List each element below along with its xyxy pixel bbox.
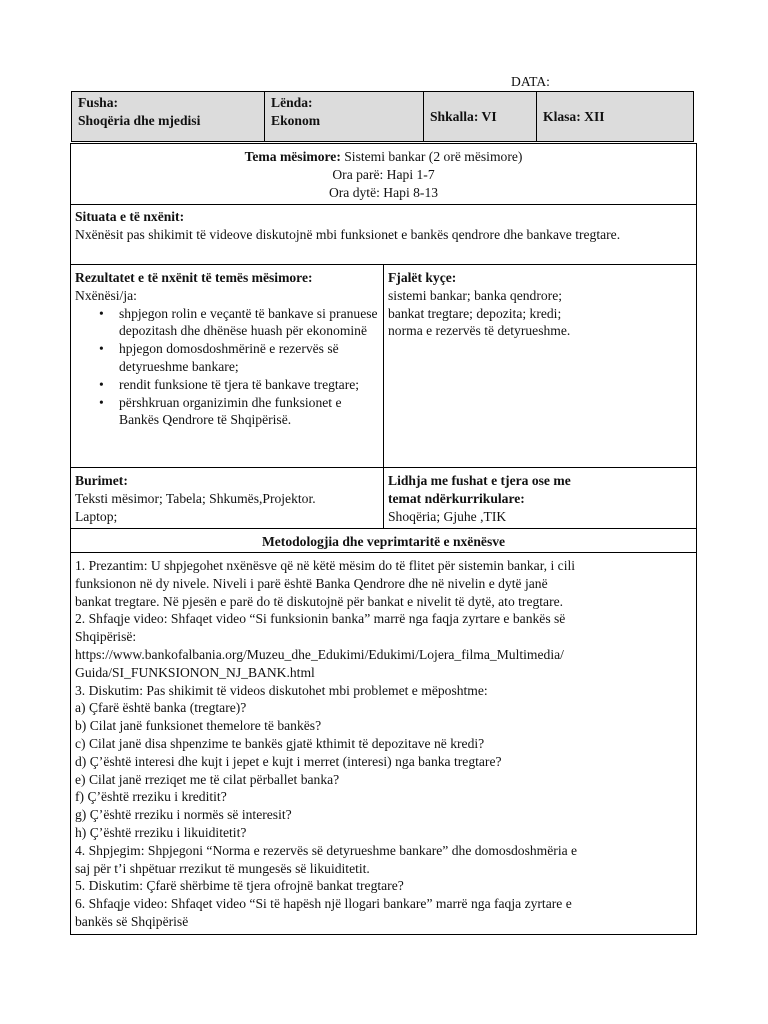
- metodologjia-line: funksionon në dy nivele. Niveli i parë është Banka Qendrore dhe në nivelin e dytë janë: [75, 575, 548, 591]
- metodologjia-line: h) Ç’është rreziku i likuiditetit?: [75, 824, 247, 840]
- lenda-cell: [265, 92, 424, 142]
- lenda-value: Ekonom: [271, 112, 321, 128]
- metodologjia-line: b) Cilat janë funksionet themelore të bankës?: [75, 718, 322, 734]
- burimet-label: Burimet:: [75, 473, 128, 488]
- klasa-cell: Klasa: XII: [537, 92, 694, 142]
- video-link-cont[interactable]: Guida/SI_FUNKSIONON_NJ_BANK.html: [75, 664, 315, 680]
- metodologjia-line: 4. Shpjegim: Shpjegoni “Norma e rezervës së detyrueshme bankare” dhe domosdoshmëria e: [75, 842, 578, 858]
- tema-label: Tema mësimore:: [244, 149, 341, 164]
- fjalet-line: sistemi bankar; banka qendrore;: [388, 287, 563, 303]
- lidhja-cell: [384, 468, 696, 528]
- lidhja-label: Lidhja me fushat e tjera ose me: [388, 473, 571, 488]
- rezultatet-list: [75, 305, 379, 430]
- situata-label: Situata e të nxënit:: [75, 209, 185, 224]
- lenda-label: Lënda:: [271, 95, 313, 110]
- fusha-value: Shoqëria dhe mjedisi: [78, 112, 201, 128]
- fusha-label: Fusha:: [78, 95, 119, 110]
- metodologjia-line: bankës së Shqipërisë: [75, 913, 189, 929]
- metodologjia-line: e) Cilat janë rreziqet me të cilat përballet banka?: [75, 771, 340, 787]
- burimet-cell: [71, 468, 384, 528]
- metodologjia-line: bankat tregtare. Në pjesën e parë do të diskutojnë për bankat e nivelit të dytë, ato tregtare.: [75, 593, 564, 609]
- video-link[interactable]: https://www.bankofalbania.org/Muzeu_dhe_Edukimi/Edukimi/Lojera_filma_Multimedia/: [75, 646, 564, 662]
- tema-value: Sistemi bankar (2 orë mësimore): [340, 149, 523, 164]
- date-label: DATA:: [511, 74, 550, 89]
- header-table: [71, 91, 694, 142]
- ora-dyte: Ora dytë: Hapi 8-13: [328, 184, 439, 200]
- lidhja-label-2: temat ndërkurrikulare:: [388, 490, 525, 506]
- metodologjia-line: 1. Prezantim: U shpjegohet nxënësve që në këtë mësim do të flitet për sistemin bankar, i cili: [75, 558, 576, 573]
- shkalla-cell: Shkalla: VI: [424, 92, 537, 142]
- situata-text: Nxënësit pas shikimit të videove diskutojnë mbi funksionet e bankës qendrore dhe bankave tregtare.: [75, 226, 621, 242]
- metodologjia-line: 6. Shfaqje video: Shfaqet video “Si të hapësh një llogari bankare” marrë nga faqja zyrtare e: [75, 896, 572, 912]
- fusha-cell: [72, 92, 265, 142]
- metodologjia-line: Shqipërisë:: [75, 629, 137, 645]
- metodologjia-line: f) Ç’është rreziku i kreditit?: [75, 789, 227, 805]
- burimet-line: Laptop;: [75, 508, 118, 524]
- metodologjia-line: g) Ç’është rreziku i normës së interesit?: [75, 807, 292, 823]
- situata-section: [70, 204, 697, 265]
- metodologjia-line: a) Çfarë është banka (tregtare)?: [75, 700, 247, 716]
- burimet-line: Teksti mësimor; Tabela; Shkumës,Projektor.: [75, 490, 316, 506]
- rezultatet-cell: [71, 265, 384, 467]
- metodologjia-line: 2. Shfaqje video: Shfaqet video “Si funksionin banka” marrë nga faqja zyrtare e bankës së: [75, 611, 566, 627]
- metodologjia-title: Metodologjia dhe veprimtaritë e nxënësve: [70, 528, 697, 553]
- rezultatet-row: [70, 264, 697, 468]
- metodologjia-line: c) Cilat janë disa shpenzime te bankës gjatë kthimit të depozitave në kredi?: [75, 735, 485, 751]
- fjalet-line: bankat tregtare; depozita; kredi;: [388, 305, 562, 321]
- rezultatet-label: Rezultatet e të nxënit të temës mësimore:: [75, 270, 313, 285]
- metodologjia-body: [70, 552, 697, 935]
- list-item: • rendit funksione të tjera të bankave tregtare;: [119, 376, 379, 394]
- lidhja-value: Shoqëria; Gjuhe ,TIK: [388, 508, 507, 524]
- tema-section: [70, 143, 697, 205]
- metodologjia-line: saj për t’i shpëtuar rrezikut të mungesës së likuiditetit.: [75, 860, 370, 876]
- metodologjia-line: 3. Diskutim: Pas shikimit të videos diskutohet mbi problemet e mëposhtme:: [75, 682, 488, 698]
- metodologjia-line: d) Ç’është interesi dhe kujt i jepet e kujt i merret (interesi) nga banka tregtare?: [75, 753, 502, 769]
- list-item: • përshkruan organizimin dhe funksionet e Bankës Qendrore të Shqipërisë.: [119, 394, 379, 430]
- rezultatet-intro: Nxënësi/ja:: [75, 287, 137, 303]
- burimet-row: [70, 467, 697, 529]
- fjalet-line: norma e rezervës të detyrueshme.: [388, 323, 571, 339]
- list-item: • hpjegon domosdoshmërinë e rezervës së detyrueshme bankare;: [119, 340, 379, 376]
- list-item: • shpjegon rolin e veçantë të bankave si pranuese depozitash dhe dhënëse huash për ekonominë: [119, 305, 379, 341]
- metodologjia-line: 5. Diskutim: Çfarë shërbime të tjera ofrojnë bankat tregtare?: [75, 878, 404, 894]
- ora-pare: Ora parë: Hapi 1-7: [332, 166, 435, 182]
- fjalet-cell: [384, 265, 696, 467]
- fjalet-label: Fjalët kyçe:: [388, 270, 457, 285]
